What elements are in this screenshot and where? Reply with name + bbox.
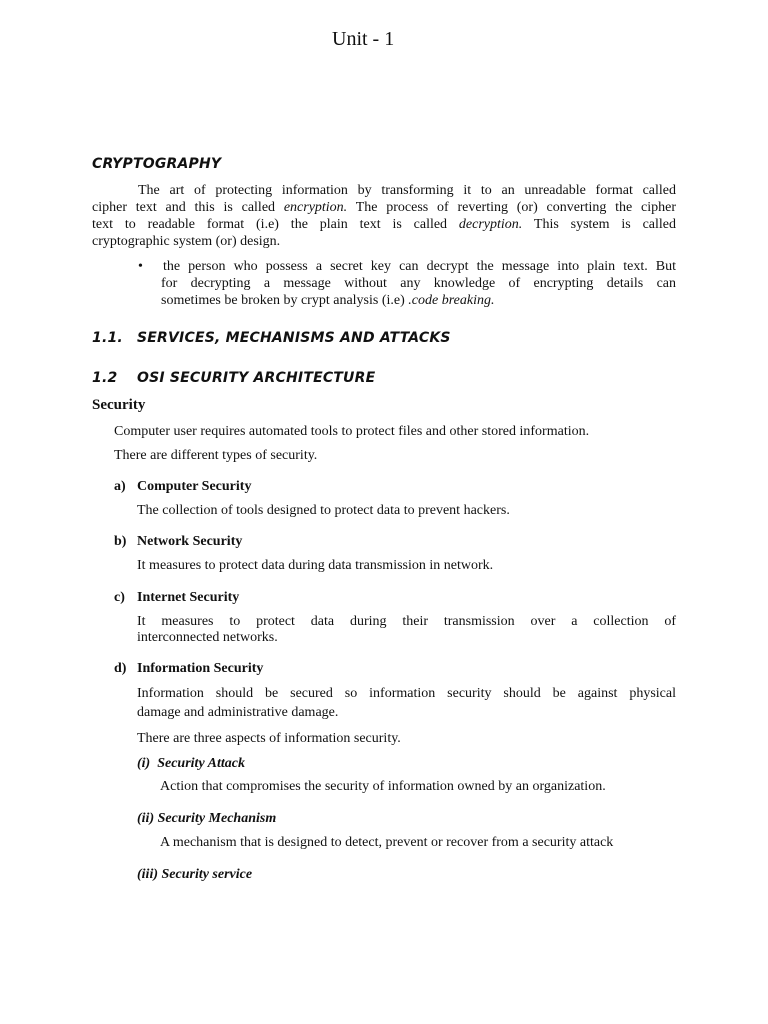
section-heading: SERVICES, MECHANISMS AND ATTACKS <box>137 330 451 346</box>
subsection-heading: Security <box>92 397 146 413</box>
list-item-text: The collection of tools designed to protect data to prevent hackers. <box>137 503 510 518</box>
bullet-text-line: the person who possess a secret key can decrypt the message into plain text. But <box>163 259 676 274</box>
aspect-title: (ii) Security Mechanism <box>137 811 277 826</box>
list-item-title: Network Security <box>137 534 243 549</box>
aspect-title: (i) Security Attack <box>137 756 245 771</box>
paragraph-line: cryptographic system (or) design. <box>92 234 281 249</box>
aspect-text: Action that compromises the security of information owned by an organization. <box>160 779 606 794</box>
list-item-text: Information should be secured so information security should be against physical <box>137 686 676 701</box>
list-item-title: Computer Security <box>137 479 252 494</box>
list-marker: d) <box>114 661 127 676</box>
list-item-text: It measures to protect data during data transmission in network. <box>137 558 494 573</box>
paragraph-line: Computer user requires automated tools to protect files and other stored information. <box>114 424 590 439</box>
paragraph-line: There are three aspects of information security. <box>137 731 401 746</box>
paragraph-line: The art of protecting information by transforming it to an unreadable format called <box>138 183 676 198</box>
list-item-text: It measures to protect data during their transmission over a collection of <box>137 614 676 629</box>
section-heading: OSI SECURITY ARCHITECTURE <box>137 370 376 386</box>
section-number: 1.2 <box>92 370 118 386</box>
list-item-title: Internet Security <box>137 590 240 605</box>
list-item-text: interconnected networks. <box>137 630 278 645</box>
paragraph-line: cipher text and this is called encryption. The process of reverting (or) converting the cipher <box>92 200 677 215</box>
bullet-text-line: sometimes be broken by crypt analysis (i.e) .code breaking. <box>161 293 495 308</box>
section-heading-cryptography: CRYPTOGRAPHY <box>92 156 222 172</box>
list-marker: b) <box>114 534 127 549</box>
aspect-text: A mechanism that is designed to detect, prevent or recover from a security attack <box>160 835 614 850</box>
list-marker: a) <box>114 479 126 494</box>
aspect-title: (iii) Security service <box>137 867 253 882</box>
bullet-text-line: for decrypting a message without any knowledge of encrypting details can <box>161 276 676 291</box>
paragraph-line: text to readable format (i.e) the plain text is called decryption. This system is called <box>92 217 677 232</box>
list-marker: c) <box>114 590 125 605</box>
section-number: 1.1. <box>92 330 123 346</box>
paragraph-line: There are different types of security. <box>114 448 318 463</box>
bullet-icon: • <box>138 259 143 274</box>
list-item-text: damage and administrative damage. <box>137 705 339 720</box>
page-title: Unit - 1 <box>332 28 395 50</box>
list-item-title: Information Security <box>137 661 264 676</box>
